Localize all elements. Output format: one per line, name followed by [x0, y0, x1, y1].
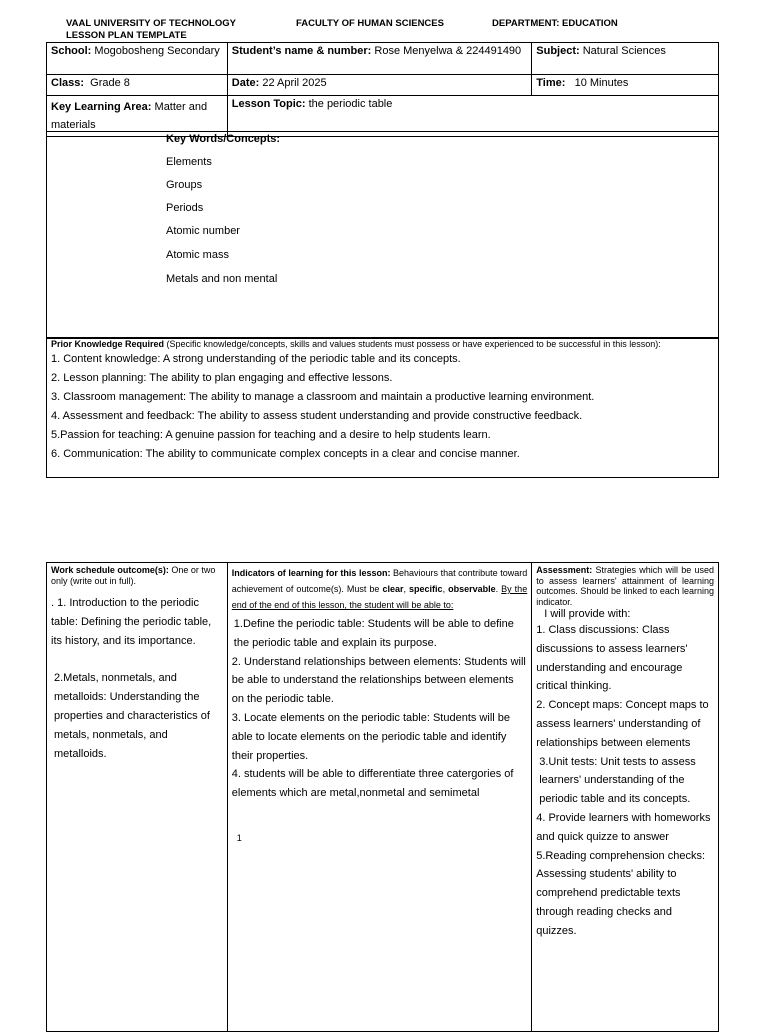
outcome-item: 2.Metals, nonmetals, and metalloids: Understanding the properties and characteristics of metals, nonmetals, and metalloids. [54, 672, 210, 760]
template-title: LESSON PLAN TEMPLATE [66, 30, 187, 41]
prior-knowledge-box [46, 337, 719, 478]
keyword-item: Elements [166, 156, 212, 168]
assessment-item: 4. Provide learners with homeworks and quick quizze to answer [536, 811, 711, 843]
indicators-cell [227, 563, 531, 1032]
outcomes-heading: Work schedule outcome(s): One or two only (write out in full). [51, 565, 216, 586]
page-number: 1 [236, 832, 242, 843]
keyword-item: Atomic mass [166, 249, 229, 261]
keyword-item: Groups [166, 179, 203, 191]
assessment-item: 3.Unit tests: Unit tests to assess learners' understanding of the periodic table and its concepts. [539, 755, 696, 806]
time-cell: Time: 10 Minutes [532, 75, 719, 96]
class-cell: Class: Grade 8 [47, 75, 228, 96]
keywords-box [46, 131, 719, 339]
assessment-item: 5.Reading comprehension checks: Assessing students' ability to comprehend predictable texts through reading checks and quizzes. [536, 849, 705, 937]
outcome-item: . 1. Introduction to the periodic table: Defining the periodic table, its history, and its importance. [51, 597, 212, 647]
department-name: DEPARTMENT: EDUCATION [492, 18, 618, 29]
indicator-item: 3. Locate elements on the periodic table: Students will be able to locate elements on the periodic table and identify their properties. [231, 711, 510, 762]
assessment-heading: Assessment: Strategies which will be used to assess learners' attainment of learning outcomes. Should be linked to each learning indicator. [536, 565, 714, 607]
indicator-item: 1.Define the periodic table: Students will be able to define the periodic table and explain its purpose. [233, 618, 514, 649]
keywords-title: Key Words/Concepts: [166, 133, 281, 145]
prior-knowledge-heading: Prior Knowledge Required (Specific knowledge/concepts, skills and values students must possess or have experienced to be successful in this lesson): [51, 339, 661, 349]
lesson-plan-table [46, 562, 719, 1032]
lesson-topic-cell: Lesson Topic: the periodic table [227, 96, 718, 137]
assessment-item: 1. Class discussions: Class discussions to assess learners' understanding and encourage critical thinking. [536, 624, 688, 693]
prior-knowledge-item: 3. Classroom management: The ability to manage a classroom and maintain a productive learning environment. [51, 391, 595, 403]
assessment-intro: I will provide with: [544, 608, 631, 620]
prior-knowledge-item: 1. Content knowledge: A strong understanding of the periodic table and its concepts. [51, 353, 461, 365]
prior-knowledge-item: 5.Passion for teaching: A genuine passion for teaching and a desire to help students learn. [51, 429, 491, 441]
keyword-item: Metals and non mental [166, 273, 278, 285]
subject-cell: Subject: Natural Sciences [532, 43, 719, 75]
key-learning-area-cell: Key Learning Area: Matter and materials [47, 96, 228, 137]
keyword-item: Periods [166, 202, 204, 214]
indicator-item: 4. students will be able to differentiate three catergories of elements which are metal,nonmetal and semimetal [231, 768, 514, 800]
prior-knowledge-item: 4. Assessment and feedback: The ability to assess student understanding and provide constructive feedback. [51, 410, 583, 422]
keyword-item: Atomic number [166, 225, 240, 237]
lesson-info-table [46, 42, 719, 137]
outcomes-cell [47, 563, 228, 1032]
prior-knowledge-item: 6. Communication: The ability to communicate complex concepts in a clear and concise manner. [51, 448, 520, 460]
prior-knowledge-item: 2. Lesson planning: The ability to plan engaging and effective lessons. [51, 372, 393, 384]
assessment-cell [532, 563, 719, 1032]
faculty-name: FACULTY OF HUMAN SCIENCES [296, 18, 444, 29]
student-cell: Student’s name & number: Rose Menyelwa & 224491490 [227, 43, 531, 75]
indicator-item: 2. Understand relationships between elements: Students will be able to understand the relationships between elements on the periodic table. [231, 655, 526, 706]
university-name: VAAL UNIVERSITY OF TECHNOLOGY [66, 18, 236, 29]
assessment-item: 2. Concept maps: Concept maps to assess learners' understanding of relationships between elements [536, 699, 709, 749]
indicators-heading: Indicators of learning for this lesson: Behaviours that contribute toward achievement of outcome(s). Must be clear, specific, observable. By the end of the end of this lesson, the student will be able to: [231, 568, 528, 610]
school-cell: School: Mogobosheng Secondary [47, 43, 228, 75]
date-cell: Date: 22 April 2025 [227, 75, 531, 96]
